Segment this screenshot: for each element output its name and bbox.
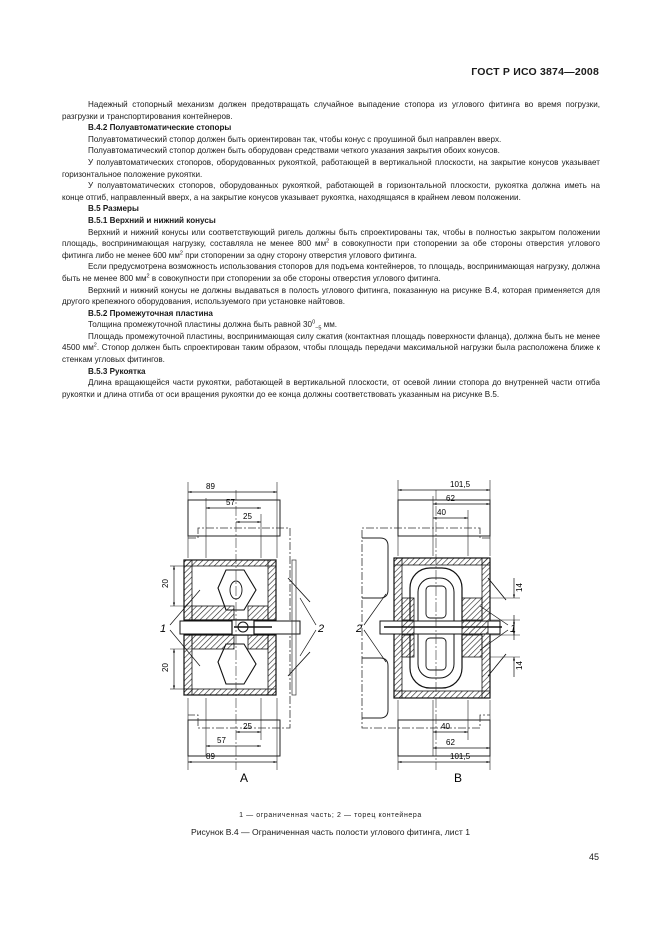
drawing-svg bbox=[140, 470, 540, 800]
paragraph: Длина вращающейся части рукоятки, работающей в вертикальной плоскости, от осевой линии стопора до внутренней части отгиба рукоятки и длина отгиба от оси вращения рукоятки до ее конца должны соответствовать указанным на рисунке B.5. bbox=[62, 378, 600, 399]
text-run: в совокупности при стопорении за обе стороны отверстия углового фитинга либо не менее 600 мм bbox=[62, 239, 600, 260]
paragraph bbox=[62, 227, 600, 262]
dim-40-top: 40 bbox=[437, 508, 446, 517]
text-run: при стопорении за одну сторону отверстия углового фитинга. bbox=[182, 250, 417, 260]
superscript: 2 bbox=[146, 273, 150, 280]
section-heading: B.5.2 Промежуточная пластина bbox=[88, 308, 213, 318]
paragraph: У полуавтоматических стопоров, оборудованных рукояткой, работающей в горизонтальной плоскости, рукоятка должна иметь на конце отгиб, направленный вверх, а на закрытие конусов указывает рукоятка, находящаяся в крайнем левом положении. bbox=[62, 181, 600, 202]
body-text bbox=[62, 99, 600, 400]
superscript: 2 bbox=[326, 238, 330, 245]
text-run: мм. bbox=[321, 320, 338, 330]
view-b bbox=[355, 480, 524, 785]
paragraph: Полуавтоматический стопор должен быть оборудован средствами четкого указания закрытия обоих конусов. bbox=[88, 146, 500, 156]
paragraph: У полуавтоматических стопоров, оборудованных рукояткой, работающей в вертикальной плоскости, на закрытие конусов указывает горизонтальное положение рукоятки. bbox=[62, 157, 600, 179]
paragraph: Надежный стопорный механизм должен предотвращать случайное выпадение стопора из углового фитинга во время погрузки, разгрузки и транспортирования контейнеров. bbox=[62, 100, 600, 121]
section-heading: B.5 Размеры bbox=[88, 204, 139, 214]
paragraph bbox=[62, 261, 600, 284]
dim-14-lower: 14 bbox=[515, 661, 524, 670]
text-run: Толщина промежуточной пластины должна быть равной 30 bbox=[88, 320, 313, 330]
paragraph bbox=[62, 319, 600, 331]
dim-57-top: 57 bbox=[226, 498, 235, 507]
dim-62-top: 62 bbox=[446, 494, 455, 503]
dim-89-bottom: 89 bbox=[206, 752, 215, 761]
text-run: в совокупности при стопорении за обе стороны отверстия углового фитинга. bbox=[149, 273, 441, 283]
callout-1-b: 1 bbox=[510, 623, 517, 635]
figure-caption: Рисунок B.4 — Ограниченная часть полости углового фитинга, лист 1 bbox=[190, 827, 471, 837]
technical-drawing bbox=[140, 470, 540, 800]
dim-40-bottom: 40 bbox=[441, 722, 450, 731]
superscript: 2 bbox=[179, 250, 183, 257]
paragraph: Верхний и нижний конусы не должны выдаваться в полость углового фитинга, показанную на рисунке B.4, которая применяется для другого крепежного оборудования, используемого при установке найтовов. bbox=[62, 285, 600, 307]
callout-2-b: 2 bbox=[356, 623, 363, 635]
document-header: ГОСТ Р ИСО 3874—2008 bbox=[471, 66, 599, 78]
dim-62-bottom: 62 bbox=[446, 738, 455, 747]
tolerance-lower: −5 bbox=[315, 325, 322, 332]
superscript: 2 bbox=[93, 342, 97, 349]
dim-20-upper: 20 bbox=[161, 579, 170, 588]
paragraph bbox=[62, 331, 600, 366]
dim-25-bottom: 25 bbox=[243, 722, 252, 731]
dim-25-top: 25 bbox=[243, 512, 252, 521]
view-b-label: B bbox=[454, 771, 463, 785]
dim-14-upper: 14 bbox=[515, 583, 524, 592]
dim-89-top: 89 bbox=[206, 482, 215, 491]
tolerance-upper: 0 bbox=[312, 319, 316, 326]
page-number: 45 bbox=[588, 852, 599, 862]
callout-1-a: 1 bbox=[160, 623, 167, 635]
section-heading: B.5.3 Рукоятка bbox=[88, 366, 146, 376]
figure-legend: 1 — ограниченная часть; 2 — торец контейнера bbox=[239, 812, 422, 819]
dim-101-5-bottom: 101,5 bbox=[450, 752, 471, 761]
dim-57-bottom: 57 bbox=[217, 736, 226, 745]
text-run: . Стопор должен быть спроектирован таким образом, чтобы площадь передачи максимальной нагрузки была расположена ближе к стенкам угловых фитингов. bbox=[62, 343, 600, 365]
view-a bbox=[160, 482, 324, 785]
dim-20-lower: 20 bbox=[161, 663, 170, 672]
dim-101-5-top: 101,5 bbox=[450, 480, 471, 489]
text-run: Площадь промежуточной пластины, воспринимающая силу сжатия (контактная площадь поверхности фланца), должна быть не менее 4500 мм bbox=[62, 331, 600, 353]
text-run: Если предусмотрена возможность использования стопоров для подъема контейнеров, то площадь, воспринимающая нагрузку, должна быть не менее 800 мм bbox=[62, 262, 600, 283]
section-heading: B.4.2 Полуавтоматические стопоры bbox=[88, 123, 232, 133]
section-heading: B.5.1 Верхний и нижний конусы bbox=[88, 215, 216, 225]
paragraph: Полуавтоматический стопор должен быть ориентирован так, чтобы конус с проушиной был направлен вверх. bbox=[88, 134, 502, 144]
view-a-label: A bbox=[240, 771, 249, 785]
text-run: Верхний и нижний конусы или соответствующий ригель должны быть спроектированы так, чтобы в полностью закрытом положении площадь, воспринимающая нагрузку, составляла не менее 800 мм bbox=[62, 227, 600, 249]
callout-2-a: 2 bbox=[318, 623, 325, 635]
